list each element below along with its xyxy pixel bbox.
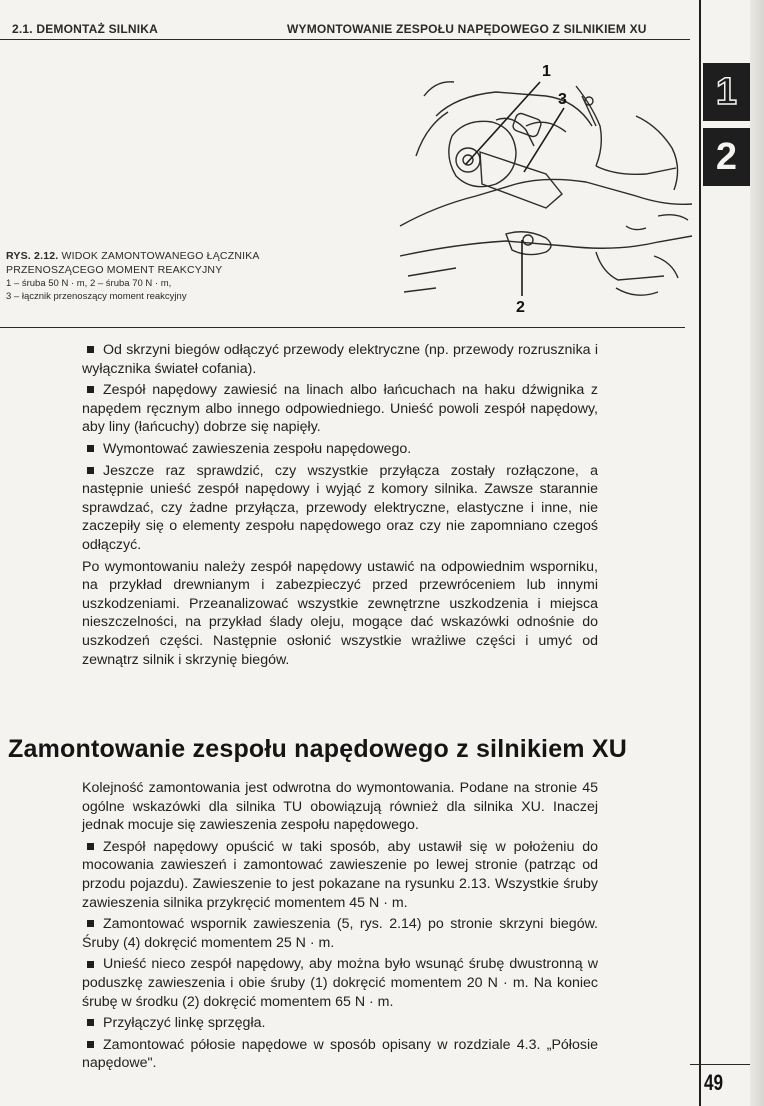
- caption-title-line1: WIDOK ZAMONTOWANEGO ŁĄCZNIKA: [61, 250, 260, 262]
- running-header-chapter: 2.1. DEMONTAŻ SILNIKA: [12, 22, 158, 36]
- margin-rule: [699, 0, 701, 1106]
- bullet-marker: [87, 467, 94, 474]
- caption-key-line1: 1 – śruba 50 N · m, 2 – śruba 70 N · m,: [6, 278, 172, 289]
- bullet-marker: [87, 386, 94, 393]
- bullet-marker: [87, 843, 94, 850]
- chapter-tab-2: 2: [703, 128, 750, 186]
- running-header-section: WYMONTOWANIE ZESPOŁU NAPĘDOWEGO Z SILNIKIEM XU: [287, 22, 647, 36]
- paragraph: Kolejność zamontowania jest odwrotna do wymontowania. Podane na stronie 45 ogólne wskazówki dla silnika TU obowiązują również dla silnika XU. Inaczej jednak mocuje się zawieszenia zespołu napędowego.: [82, 780, 598, 834]
- callout-1: 1: [542, 63, 551, 80]
- figure-caption: [6, 249, 336, 303]
- bullet-marker: [87, 1041, 94, 1048]
- page-edge: [750, 0, 764, 1106]
- paragraph: Od skrzyni biegów odłączyć przewody elektryczne (np. przewody rozrusznika i wyłącznika świateł cofania).: [82, 342, 598, 377]
- bullet-marker: [87, 445, 94, 452]
- chapter-tab-1: 1: [703, 63, 750, 121]
- section-heading: Zamontowanie zespołu napędowego z silnikiem XU: [8, 735, 628, 763]
- installation-instructions: [82, 779, 598, 1076]
- page-number: 49: [704, 1070, 724, 1095]
- caption-number: RYS. 2.12.: [6, 250, 59, 262]
- header-rule: [0, 39, 690, 40]
- callout-3: 3: [558, 91, 567, 108]
- paragraph: Jeszcze raz sprawdzić, czy wszystkie przyłącza zostały rozłączone, a następnie unieść zespół napędowy i wyjąć z komory silnika. Zawsze starannie sprawdzać, czy żadne przyłącza, przewody elektryczne, elastyczne i inne, nie zaczepiły się o elementy zespołu napędowego oraz czy nie zapomniano czegoś odłączyć.: [82, 462, 598, 553]
- engine-mount-illustration: [396, 56, 694, 318]
- paragraph: Wymontować zawieszenia zespołu napędowego.: [82, 440, 598, 459]
- paragraph: Unieść nieco zespół napędowy, aby można było wsunąć śrubę dwustronną w poduszkę zawieszenia i obie śruby (1) dokręcić momentem 20 N · m. Na koniec śrubę w środku (2) dokręcić momentem 65 N · m.: [82, 956, 598, 1010]
- paragraph: Zamontować półosie napędowe w sposób opisany w rozdziale 4.3. „Półosie napędowe".: [82, 1036, 598, 1072]
- section-rule: [0, 327, 685, 328]
- removal-instructions: [82, 341, 598, 672]
- bullet-marker: [87, 1019, 94, 1026]
- bullet-marker: [87, 920, 94, 927]
- paragraph: Zespół napędowy zawiesić na linach albo łańcuchach na haku dźwignika z napędem ręcznym albo innego odpowiedniego. Unieść powoli zespół napędowy, aby liny (łańcuchy) dobrze się napięły.: [82, 382, 598, 436]
- bullet-marker: [87, 346, 94, 353]
- paragraph: Zamontować wspornik zawieszenia (5, rys. 2.14) po stronie skrzyni biegów. Śruby (4) dokręcić momentem 25 N · m.: [82, 916, 598, 951]
- callout-2: 2: [516, 299, 525, 316]
- caption-key-line2: 3 – łącznik przenoszący moment reakcyjny: [6, 291, 187, 302]
- paragraph: Przyłączyć linkę sprzęgła.: [82, 1014, 598, 1033]
- paragraph: Zespół napędowy opuścić w taki sposób, aby ustawił się w położeniu do mocowania zawieszeń i zamontować zawieszenie po lewej stronie (patrząc od przodu pojazdu). Zawieszenie to jest pokazane na rysunku 2.13. Wszystkie śruby zawieszenia silnika przykręcić momentem 45 N · m.: [82, 838, 598, 911]
- paragraph: Po wymontowaniu należy zespół napędowy ustawić na odpowiednim wsporniku, na przykład drewnianym i zabezpieczyć przed przewróceniem lub innymi uszkodzeniami. Przeanalizować wszystkie zewnętrzne uszkodzenia i miejsca nieszczelności, na przykład ślady oleju, mogące dać wskazówki odnośnie do uszkodzeń części. Następnie osłonić wszystkie wrażliwe części i umyć od zewnątrz silnik i skrzynię biegów.: [82, 558, 598, 668]
- caption-title-line2: PRZENOSZĄCEGO MOMENT REAKCYJNY: [6, 264, 223, 276]
- page-number-rule: [690, 1064, 750, 1065]
- tab-divider: [703, 121, 750, 128]
- engine-mount-figure: [396, 56, 694, 318]
- bullet-marker: [87, 961, 94, 968]
